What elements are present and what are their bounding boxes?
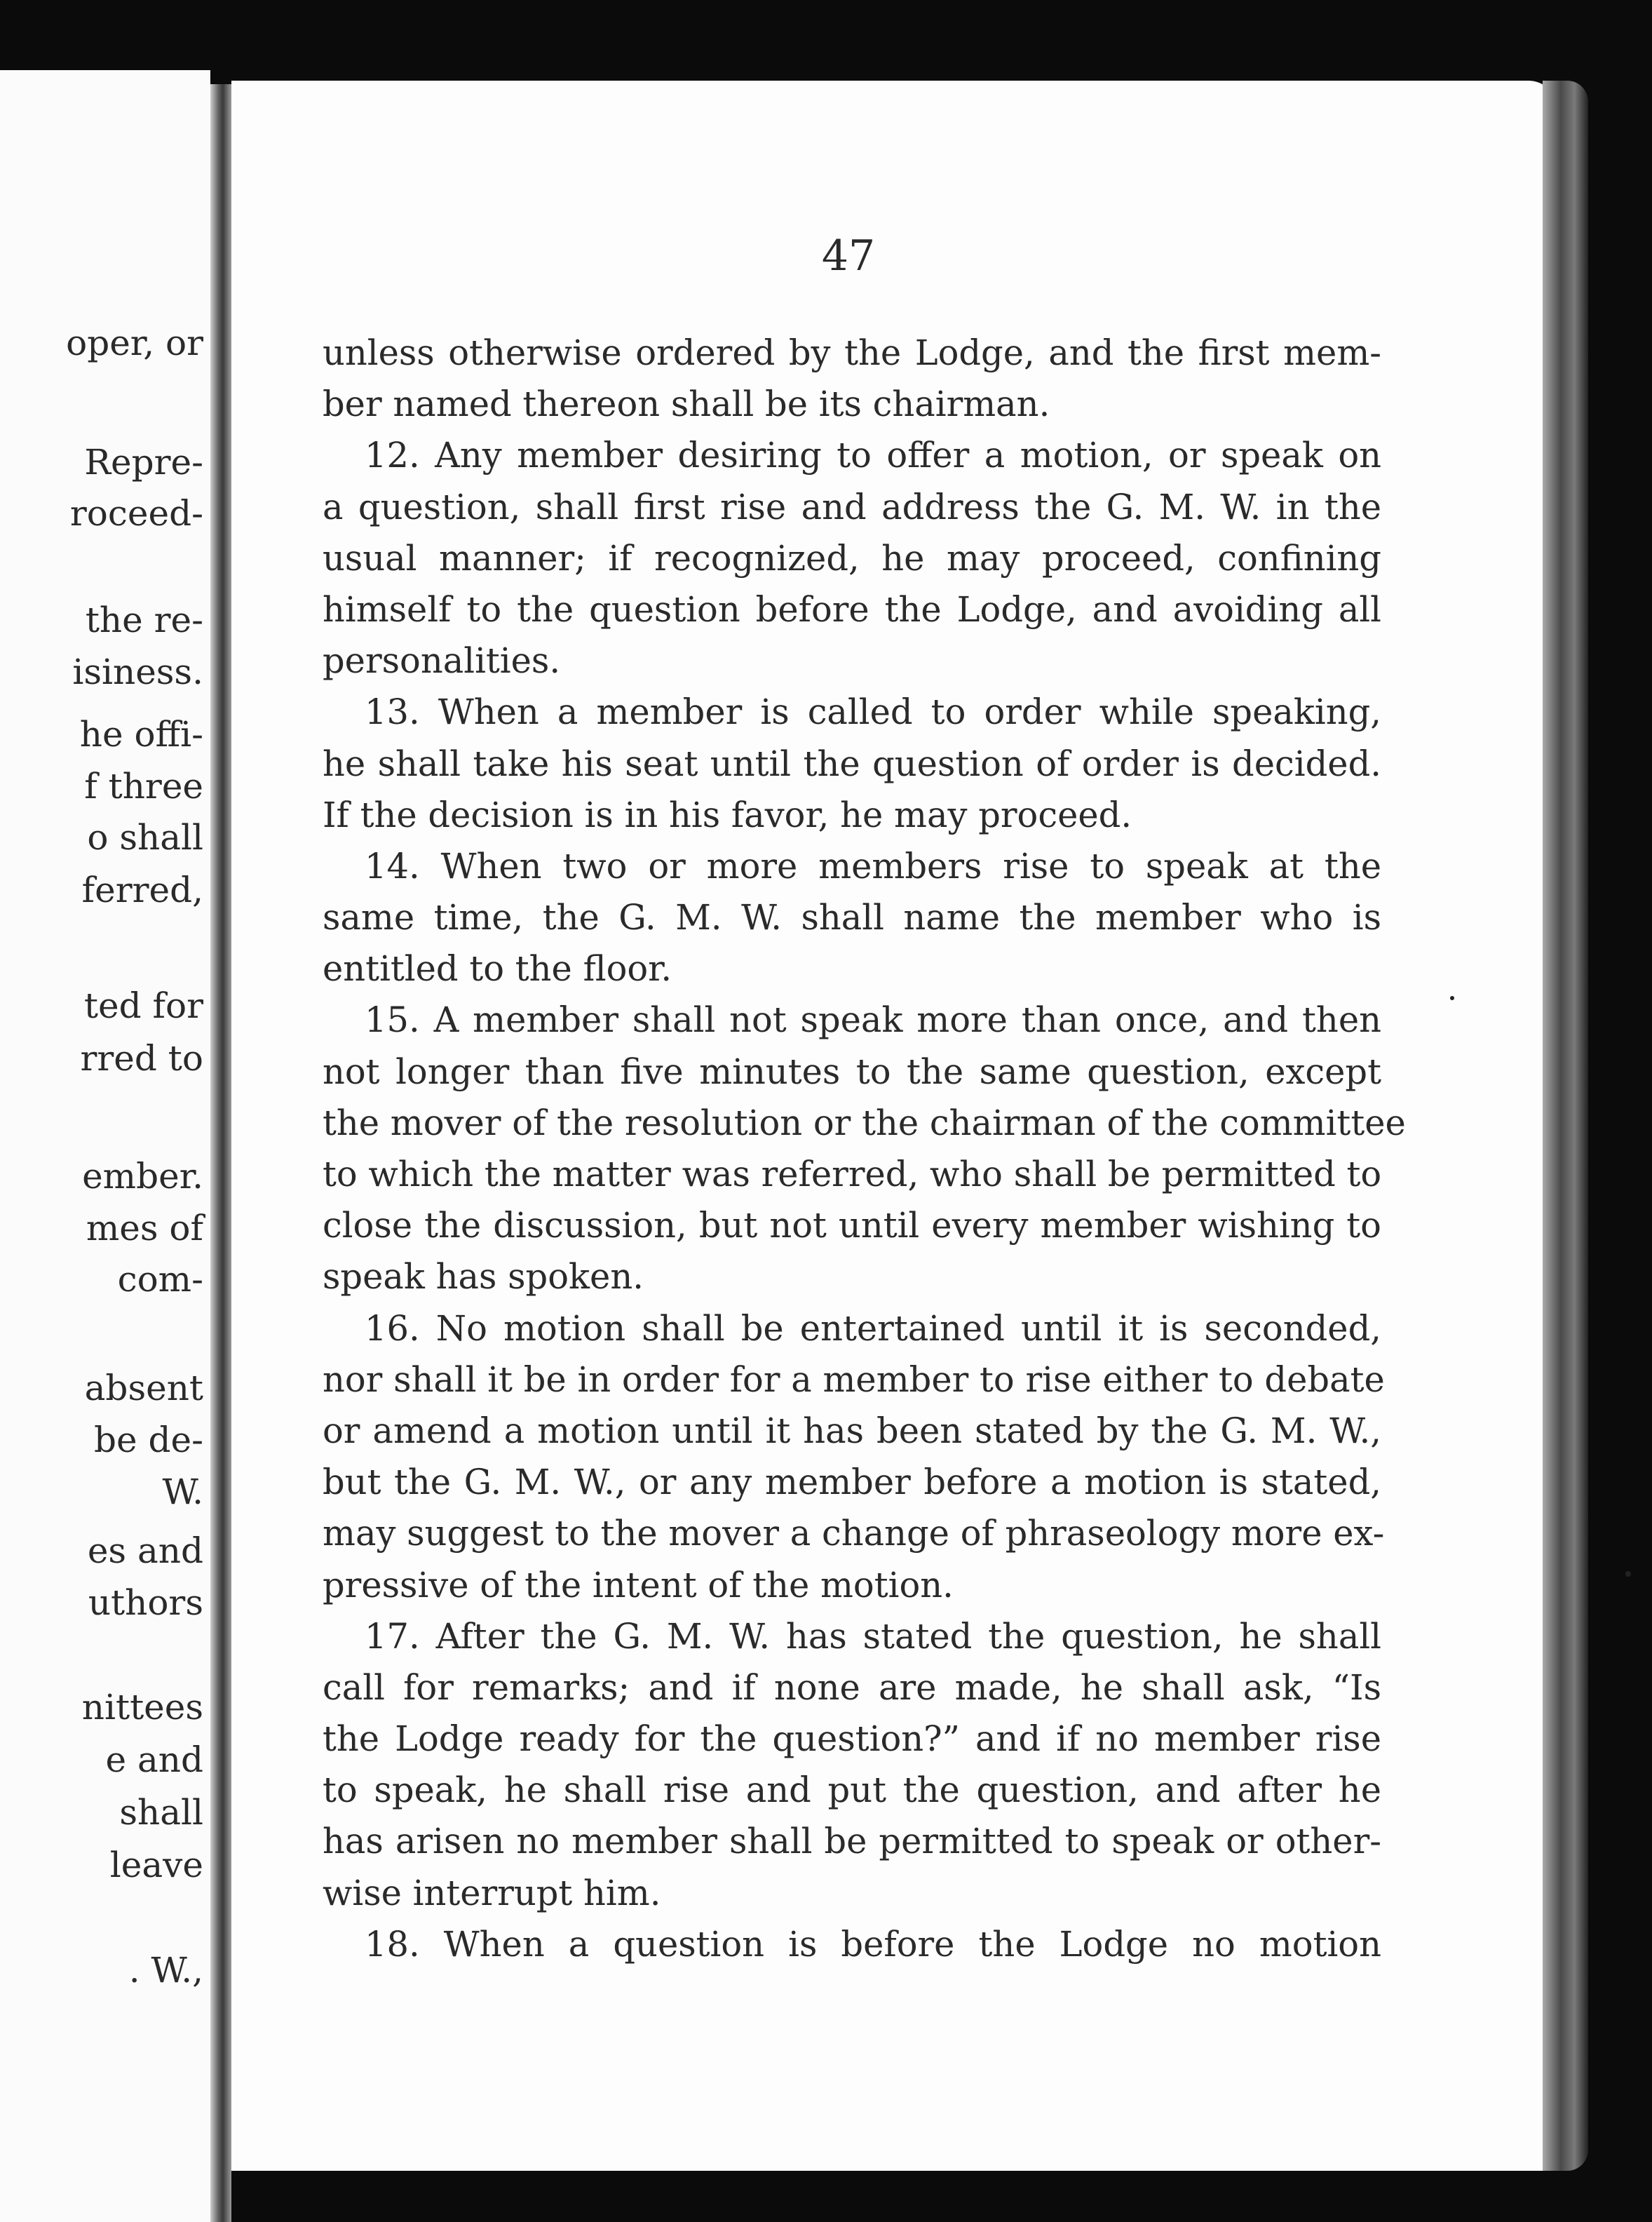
text-line: not longer than five minutes to the same question, except xyxy=(323,1051,1381,1092)
text-line: call for remarks; and if none are made, he shall ask, “Is xyxy=(323,1666,1381,1708)
previous-page-line: f three xyxy=(84,766,203,807)
text-line: himself to the question before the Lodge, and avoiding all xyxy=(323,588,1381,630)
text-line: or amend a motion until it has been stated by the G. M. W., xyxy=(323,1410,1381,1451)
previous-page-line: isiness. xyxy=(72,652,203,692)
previous-page-line: the re- xyxy=(85,600,203,640)
text-line: to which the matter was referred, who shall be permitted to xyxy=(323,1154,1382,1194)
book-gutter xyxy=(210,84,231,2222)
previous-page xyxy=(0,70,210,2222)
previous-page-line: o shall xyxy=(87,817,203,858)
text-line: has arisen no member shall be permitted to speak or other- xyxy=(323,1821,1381,1862)
page-body-text xyxy=(323,328,1406,1970)
text-line: If the decision is in his favor, he may proceed. xyxy=(323,794,1132,835)
text-line: ber named thereon shall be its chairman. xyxy=(323,384,1050,425)
text-line: usual manner; if recognized, he may proceed, confining xyxy=(323,537,1381,579)
text-line: speak has spoken. xyxy=(323,1256,644,1298)
text-line: pressive of the intent of the motion. xyxy=(323,1564,954,1605)
text-line: 13. When a member is called to order while speaking, xyxy=(365,692,1381,733)
previous-page-line: mes of xyxy=(86,1208,203,1248)
previous-page-line: leave xyxy=(109,1845,203,1885)
text-line: 12. Any member desiring to offer a motion, or speak on xyxy=(365,435,1381,476)
previous-page-line: rred to xyxy=(80,1038,203,1079)
previous-page-line: com- xyxy=(117,1259,203,1300)
page-edge-shadow xyxy=(1543,81,1588,2171)
previous-page-line: shall xyxy=(119,1792,203,1833)
text-line: to speak, he shall rise and put the question, and after he xyxy=(323,1770,1381,1811)
text-line: close the discussion, but not until every member wishing to xyxy=(323,1205,1381,1246)
ink-speck xyxy=(1625,1571,1631,1577)
previous-page-line: es and xyxy=(87,1530,203,1571)
text-line: 14. When two or more members rise to speak at the xyxy=(365,845,1381,887)
text-line: 15. A member shall not speak more than once, and then xyxy=(365,999,1381,1041)
previous-page-line: uthors xyxy=(88,1582,203,1623)
text-line: the mover of the resolution or the chairman of the committee xyxy=(323,1102,1406,1143)
ink-speck xyxy=(1450,996,1454,1000)
text-line: personalities. xyxy=(323,640,561,682)
text-line: nor shall it be in order for a member to rise either to debate xyxy=(323,1359,1385,1400)
text-line: 16. No motion shall be entertained until it is seconded, xyxy=(365,1307,1381,1349)
previous-page-line: be de- xyxy=(94,1420,203,1460)
previous-page-line: roceed- xyxy=(69,493,203,534)
previous-page-line: ember. xyxy=(82,1156,203,1197)
text-line: entitled to the floor. xyxy=(323,948,672,990)
text-line: wise interrupt him. xyxy=(323,1872,661,1913)
previous-page-line: . W., xyxy=(128,1950,203,1991)
previous-page-line: he offi- xyxy=(79,714,203,755)
previous-page-line: ted for xyxy=(83,985,203,1026)
text-line: but the G. M. W., or any member before a motion is stated, xyxy=(323,1462,1381,1503)
text-line: he shall take his seat until the question of order is decided. xyxy=(323,743,1381,784)
text-line: 18. When a question is before the Lodge no motion xyxy=(365,1923,1381,1965)
previous-page-line: Repre- xyxy=(84,442,203,483)
previous-page-line: oper, or xyxy=(66,323,203,363)
text-line: same time, the G. M. W. shall name the member who is xyxy=(323,897,1381,938)
previous-page-line: W. xyxy=(162,1472,203,1512)
text-line: the Lodge ready for the question?” and if no member rise xyxy=(323,1718,1381,1760)
text-line: a question, shall first rise and address the G. M. W. in the xyxy=(323,486,1381,527)
previous-page-line: absent xyxy=(84,1368,203,1408)
previous-page-line: e and xyxy=(105,1739,203,1780)
previous-page-line: nittees xyxy=(81,1687,203,1728)
previous-page-line: ferred, xyxy=(81,870,203,910)
text-line: may suggest to the mover a change of phraseology more ex- xyxy=(323,1513,1385,1554)
text-line: unless otherwise ordered by the Lodge, and the first mem- xyxy=(323,332,1381,373)
text-line: 17. After the G. M. W. has stated the question, he shall xyxy=(365,1615,1381,1657)
page-number: 47 xyxy=(821,231,876,281)
